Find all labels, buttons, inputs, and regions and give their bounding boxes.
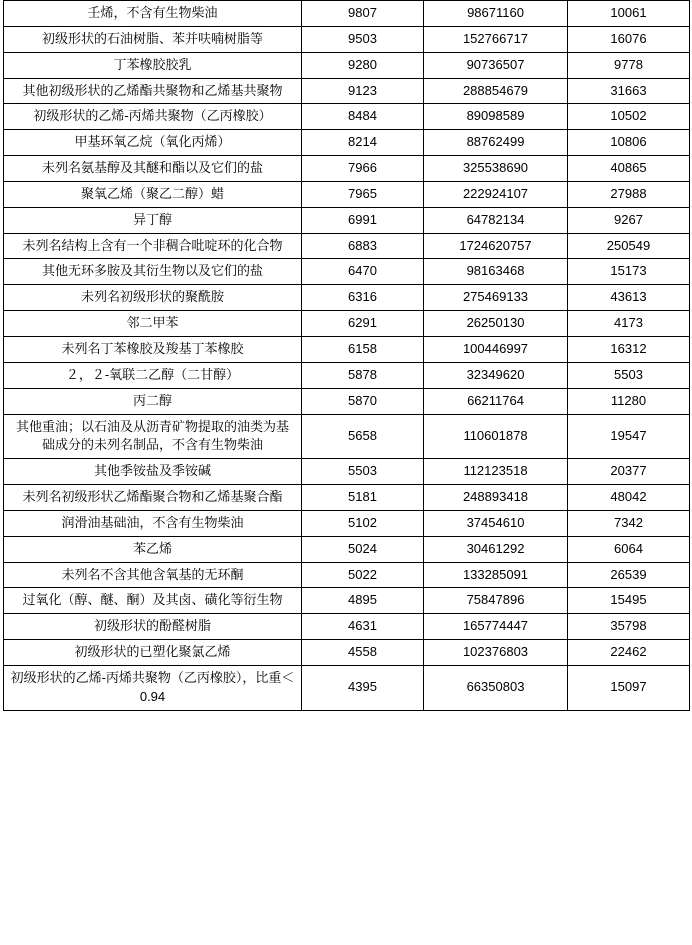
cell-value-1: 9280: [302, 52, 424, 78]
cell-value-1: 7965: [302, 181, 424, 207]
cell-commodity-name: 初级形状的已塑化聚氯乙烯: [4, 640, 302, 666]
cell-value-1: 9123: [302, 78, 424, 104]
cell-commodity-name: 其他重油；以石油及从沥青矿物提取的油类为基础成分的未列名制品，不含有生物柴油: [4, 414, 302, 459]
table-row: [4, 259, 690, 285]
cell-value-3: 10806: [568, 130, 690, 156]
table-row: [4, 181, 690, 207]
table-row: [4, 459, 690, 485]
cell-value-3: 9778: [568, 52, 690, 78]
cell-commodity-name: 邻二甲苯: [4, 311, 302, 337]
table-row: [4, 233, 690, 259]
cell-value-3: 31663: [568, 78, 690, 104]
cell-value-1: 5181: [302, 485, 424, 511]
cell-value-3: 250549: [568, 233, 690, 259]
cell-commodity-name: 初级形状的乙烯-丙烯共聚物（乙丙橡胶）: [4, 104, 302, 130]
table-row: [4, 26, 690, 52]
cell-value-2: 100446997: [424, 336, 568, 362]
cell-commodity-name: 未列名初级形状乙烯酯聚合物和乙烯基聚合酯: [4, 485, 302, 511]
cell-value-3: 22462: [568, 640, 690, 666]
cell-value-2: 75847896: [424, 588, 568, 614]
cell-value-1: 6883: [302, 233, 424, 259]
cell-value-2: 152766717: [424, 26, 568, 52]
table-row: [4, 311, 690, 337]
cell-commodity-name: 未列名氨基醇及其醚和酯以及它们的盐: [4, 156, 302, 182]
cell-value-3: 35798: [568, 614, 690, 640]
table-row: [4, 614, 690, 640]
cell-commodity-name: 过氧化（醇、醚、酮）及其卤、磺化等衍生物: [4, 588, 302, 614]
cell-value-2: 66350803: [424, 665, 568, 710]
cell-value-2: 133285091: [424, 562, 568, 588]
cell-commodity-name: 未列名结构上含有一个非稠合吡啶环的化合物: [4, 233, 302, 259]
cell-value-2: 102376803: [424, 640, 568, 666]
cell-commodity-name: 初级形状的酚醛树脂: [4, 614, 302, 640]
cell-value-2: 30461292: [424, 536, 568, 562]
cell-value-1: 5878: [302, 362, 424, 388]
cell-value-2: 37454610: [424, 510, 568, 536]
table-row: [4, 285, 690, 311]
table-row: [4, 104, 690, 130]
cell-value-3: 4173: [568, 311, 690, 337]
cell-value-2: 275469133: [424, 285, 568, 311]
cell-value-1: 6470: [302, 259, 424, 285]
cell-value-2: 98163468: [424, 259, 568, 285]
cell-commodity-name: 丙二醇: [4, 388, 302, 414]
cell-value-2: 88762499: [424, 130, 568, 156]
table-row: [4, 388, 690, 414]
table-row: [4, 1, 690, 27]
cell-value-2: 112123518: [424, 459, 568, 485]
cell-value-1: 6158: [302, 336, 424, 362]
cell-commodity-name: ２，２-氧联二乙醇（二甘醇）: [4, 362, 302, 388]
cell-commodity-name: 壬烯，不含有生物柴油: [4, 1, 302, 27]
cell-value-2: 165774447: [424, 614, 568, 640]
cell-commodity-name: 其他季铵盐及季铵碱: [4, 459, 302, 485]
cell-value-3: 48042: [568, 485, 690, 511]
cell-value-1: 5870: [302, 388, 424, 414]
table-row: [4, 510, 690, 536]
cell-commodity-name: 初级形状的石油树脂、苯并呋喃树脂等: [4, 26, 302, 52]
cell-commodity-name: 丁苯橡胶胶乳: [4, 52, 302, 78]
cell-value-3: 15173: [568, 259, 690, 285]
table-row: [4, 414, 690, 459]
cell-value-2: 325538690: [424, 156, 568, 182]
cell-value-1: 8214: [302, 130, 424, 156]
table-row: [4, 130, 690, 156]
cell-value-2: 89098589: [424, 104, 568, 130]
cell-value-3: 15097: [568, 665, 690, 710]
cell-value-2: 32349620: [424, 362, 568, 388]
cell-value-3: 19547: [568, 414, 690, 459]
table-row: [4, 156, 690, 182]
cell-value-2: 26250130: [424, 311, 568, 337]
table-body: [4, 1, 690, 711]
table-row: [4, 562, 690, 588]
cell-value-3: 5503: [568, 362, 690, 388]
cell-value-3: 27988: [568, 181, 690, 207]
cell-value-1: 5658: [302, 414, 424, 459]
cell-value-1: 4395: [302, 665, 424, 710]
cell-value-1: 9503: [302, 26, 424, 52]
cell-value-3: 11280: [568, 388, 690, 414]
cell-commodity-name: 甲基环氧乙烷（氧化丙烯）: [4, 130, 302, 156]
cell-value-2: 64782134: [424, 207, 568, 233]
cell-value-3: 20377: [568, 459, 690, 485]
cell-value-1: 6291: [302, 311, 424, 337]
cell-value-2: 222924107: [424, 181, 568, 207]
cell-value-1: 4631: [302, 614, 424, 640]
cell-commodity-name: 其他初级形状的乙烯酯共聚物和乙烯基共聚物: [4, 78, 302, 104]
cell-value-1: 5022: [302, 562, 424, 588]
table-row: [4, 536, 690, 562]
cell-value-3: 15495: [568, 588, 690, 614]
cell-value-3: 6064: [568, 536, 690, 562]
cell-value-1: 8484: [302, 104, 424, 130]
cell-value-2: 110601878: [424, 414, 568, 459]
cell-commodity-name: 其他无环多胺及其衍生物以及它们的盐: [4, 259, 302, 285]
table-row: [4, 588, 690, 614]
cell-value-1: 4895: [302, 588, 424, 614]
cell-value-2: 248893418: [424, 485, 568, 511]
cell-value-2: 66211764: [424, 388, 568, 414]
cell-value-3: 40865: [568, 156, 690, 182]
cell-commodity-name: 未列名初级形状的聚酰胺: [4, 285, 302, 311]
cell-value-1: 4558: [302, 640, 424, 666]
table-row: [4, 336, 690, 362]
cell-value-3: 16312: [568, 336, 690, 362]
cell-value-3: 26539: [568, 562, 690, 588]
cell-commodity-name: 未列名丁苯橡胶及羧基丁苯橡胶: [4, 336, 302, 362]
cell-value-1: 5024: [302, 536, 424, 562]
cell-value-1: 5503: [302, 459, 424, 485]
table-row: [4, 665, 690, 710]
table-row: [4, 78, 690, 104]
cell-value-1: 9807: [302, 1, 424, 27]
cell-value-1: 5102: [302, 510, 424, 536]
table-row: [4, 362, 690, 388]
cell-commodity-name: 苯乙烯: [4, 536, 302, 562]
table-row: [4, 485, 690, 511]
cell-value-2: 1724620757: [424, 233, 568, 259]
table-row: [4, 207, 690, 233]
cell-value-3: 10502: [568, 104, 690, 130]
commodity-table: [3, 0, 690, 711]
cell-commodity-name: 润滑油基础油，不含有生物柴油: [4, 510, 302, 536]
cell-value-2: 288854679: [424, 78, 568, 104]
cell-value-1: 7966: [302, 156, 424, 182]
cell-value-3: 16076: [568, 26, 690, 52]
cell-value-1: 6316: [302, 285, 424, 311]
cell-value-3: 9267: [568, 207, 690, 233]
cell-commodity-name: 异丁醇: [4, 207, 302, 233]
table-row: [4, 640, 690, 666]
cell-commodity-name: 初级形状的乙烯-丙烯共聚物（乙丙橡胶），比重＜0.94: [4, 665, 302, 710]
cell-value-2: 90736507: [424, 52, 568, 78]
cell-value-1: 6991: [302, 207, 424, 233]
cell-value-3: 7342: [568, 510, 690, 536]
cell-commodity-name: 未列名不含其他含氧基的无环酮: [4, 562, 302, 588]
cell-value-3: 10061: [568, 1, 690, 27]
cell-commodity-name: 聚氧乙烯（聚乙二醇）蜡: [4, 181, 302, 207]
table-row: [4, 52, 690, 78]
cell-value-3: 43613: [568, 285, 690, 311]
cell-value-2: 98671160: [424, 1, 568, 27]
